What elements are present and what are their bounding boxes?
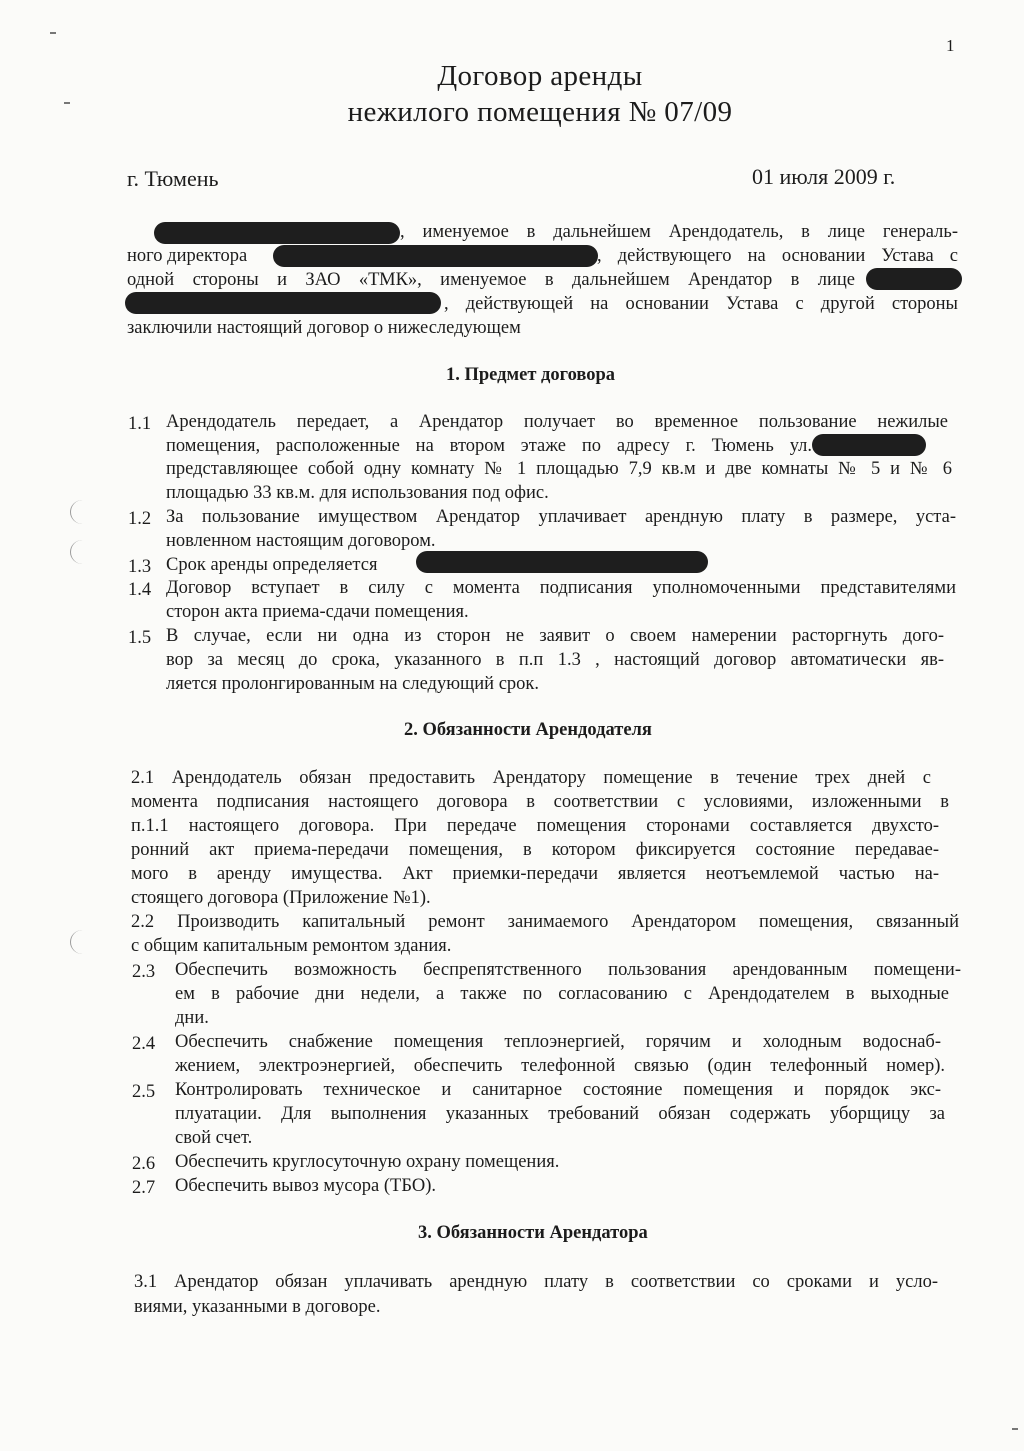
clause-2-2-line-2: с общим капитальным ремонтом здания. bbox=[131, 936, 452, 956]
redacted-street bbox=[812, 434, 926, 456]
preamble-line-4: , действующей на основании Устава с другой стороны bbox=[444, 294, 958, 314]
clause-number-2-5: 2.5 bbox=[132, 1082, 156, 1102]
clause-number-1-3: 1.3 bbox=[128, 557, 152, 577]
clause-number-1-1: 1.1 bbox=[128, 414, 152, 434]
clause-2-1-line-4: ронний акт приема-передачи помещения, в котором фиксируется состояние передавае- bbox=[131, 840, 939, 860]
clause-1-2-line-1: За пользование имуществом Арендатор уплачивает арендную плату в размере, уста- bbox=[166, 507, 956, 527]
clause-2-4-line-1: Обеспечить снабжение помещения теплоэнергией, горячим и холодным водоснаб- bbox=[175, 1032, 941, 1052]
clause-1-5-line-1: В случае, если ни одна из сторон не заявит о своем намерении расторгнуть дого- bbox=[166, 626, 944, 646]
redacted-director-name bbox=[273, 245, 598, 267]
preamble-line-1: , именуемое в дальнейшем Арендодатель, в лице генераль- bbox=[400, 222, 958, 242]
clause-1-1-line-4: площадью 33 кв.м. для использования под офис. bbox=[166, 483, 549, 503]
clause-2-1-line-2: момента подписания настоящего договора в соответствии с условиями, изложенными в bbox=[131, 792, 949, 812]
clause-2-5-line-3: свой счет. bbox=[175, 1128, 253, 1148]
clause-1-1-line-2: помещения, расположенные на втором этаже по адресу г. Тюмень ул. bbox=[166, 436, 812, 456]
preamble-line-3: одной стороны и ЗАО «ТМК», именуемое в дальнейшем Арендатор в лице bbox=[127, 270, 855, 290]
clause-2-5-line-1: Контролировать техническое и санитарное состояние помещения и порядок экс- bbox=[175, 1080, 941, 1100]
redacted-lessor-name bbox=[154, 222, 400, 244]
clause-2-7-line-1: Обеспечить вывоз мусора (ТБО). bbox=[175, 1176, 436, 1196]
preamble-line-2b: , действующего на основании Устава с bbox=[597, 246, 958, 266]
document-title-line-1: Договор аренды bbox=[437, 60, 643, 92]
clause-2-3-line-3: дни. bbox=[175, 1008, 209, 1028]
page-number: 1 bbox=[946, 36, 955, 55]
clause-2-1-line-3: п.1.1 настоящего договора. При передаче помещения сторонами составляется двухсто- bbox=[131, 816, 939, 836]
clause-1-3-line-1: Срок аренды определяется bbox=[166, 555, 378, 575]
redacted-lease-term bbox=[416, 551, 708, 573]
redacted-tenant-representative-name bbox=[125, 292, 441, 314]
clause-number-2-6: 2.6 bbox=[132, 1154, 156, 1174]
clause-1-1-line-1: Арендодатель передает, а Арендатор получает во временное пользование нежилые bbox=[166, 412, 948, 432]
clause-number-1-5: 1.5 bbox=[128, 628, 152, 648]
scan-hole-mark bbox=[70, 540, 95, 564]
scan-speck bbox=[1012, 1428, 1018, 1430]
preamble-line-5: заключили настоящий договор о нижеследующем bbox=[127, 318, 521, 338]
clause-number-2-7: 2.7 bbox=[132, 1178, 156, 1198]
clause-2-5-line-2: плуатации. Для выполнения указанных требований обязан содержать уборщицу за bbox=[175, 1104, 945, 1124]
scan-speck bbox=[64, 102, 70, 104]
clause-2-4-line-2: жением, электроэнергией, обеспечить телефонной связью (один телефонный номер). bbox=[175, 1056, 945, 1076]
clause-2-1-line-1: 2.1 Арендодатель обязан предоставить Арендатору помещение в течение трех дней с bbox=[131, 768, 931, 788]
clause-1-1-line-3: представляющее собой одну комнату № 1 площадью 7,9 кв.м и две комнаты № 5 и № 6 bbox=[166, 459, 952, 479]
section-1-heading: 1. Предмет договора bbox=[446, 365, 616, 385]
clause-1-2-line-2: новленном настоящим договором. bbox=[166, 531, 436, 551]
clause-2-3-line-1: Обеспечить возможность беспрепятственного пользования арендованным помещени- bbox=[175, 960, 961, 980]
redacted-tenant-representative bbox=[866, 268, 962, 290]
section-2-heading: 2. Обязанности Арендодателя bbox=[404, 720, 652, 740]
clause-1-4-line-2: сторон акта приема-сдачи помещения. bbox=[166, 602, 469, 622]
contract-date: 01 июля 2009 г. bbox=[752, 164, 896, 189]
clause-2-1-line-6: стоящего договора (Приложение №1). bbox=[131, 888, 431, 908]
contract-place: г. Тюмень bbox=[127, 166, 219, 191]
clause-2-1-line-5: мого в аренду имущества. Акт приемки-передачи является неотъемлемой частью на- bbox=[131, 864, 939, 884]
clause-2-6-line-1: Обеспечить круглосуточную охрану помещения. bbox=[175, 1152, 560, 1172]
clause-2-3-line-2: ем в рабочие дни недели, а также по согласованию с Арендодателем в выходные bbox=[175, 984, 949, 1004]
clause-number-1-2: 1.2 bbox=[128, 509, 152, 529]
clause-3-1-line-1: 3.1 Арендатор обязан уплачивать арендную плату в соответствии со сроками и усло- bbox=[134, 1272, 938, 1292]
scan-hole-mark bbox=[70, 930, 95, 954]
clause-1-5-line-2: вор за месяц до срока, указанного в п.п 1.3 , настоящий договор автоматически яв- bbox=[166, 650, 944, 670]
clause-number-2-3: 2.3 bbox=[132, 962, 156, 982]
scan-speck bbox=[50, 32, 56, 34]
clause-2-2-line-1: 2.2 Производить капитальный ремонт занимаемого Арендатором помещения, связанный bbox=[131, 912, 959, 932]
clause-1-5-line-3: ляется пролонгированным на следующий срок. bbox=[166, 674, 540, 694]
clause-3-1-line-2: виями, указанными в договоре. bbox=[134, 1297, 381, 1317]
preamble-line-2a: ного директора bbox=[127, 246, 248, 266]
document-title-line-2: нежилого помещения № 07/09 bbox=[347, 96, 733, 128]
clause-number-1-4: 1.4 bbox=[128, 580, 152, 600]
scan-hole-mark bbox=[70, 500, 95, 524]
clause-1-4-line-1: Договор вступает в силу с момента подписания уполномоченными представителями bbox=[166, 578, 956, 598]
section-3-heading: 3. Обязанности Арендатора bbox=[418, 1223, 648, 1243]
clause-number-2-4: 2.4 bbox=[132, 1034, 156, 1054]
